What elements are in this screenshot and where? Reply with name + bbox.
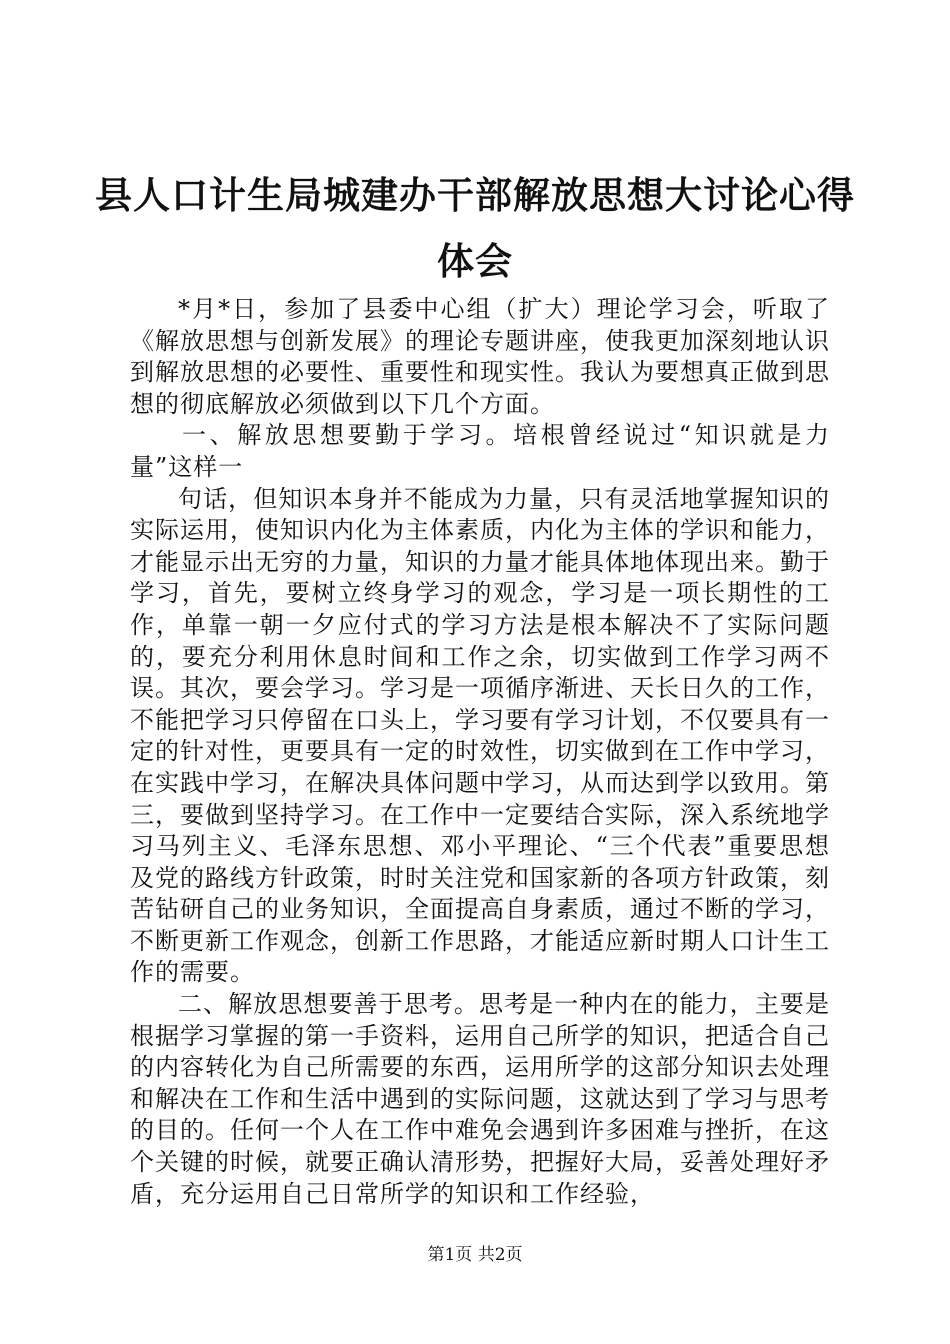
document-body (130, 294, 830, 1210)
paragraph-section-one-body: 句话，但知识本身并不能成为力量，只有灵活地掌握知识的实际运用，使知识内化为主体素质，内化为主体的学识和能力，才能显示出无穷的力量，知识的力量才能具体地体现出来。勤于学习，首先，要树立终身学习的观念，学习是一项长期性的工作，单靠一朝一夕应付式的学习方法是根本解决不了实际问题的，要充分利用休息时间和工作之余，切实做到工作学习两不误。其次，要会学习。学习是一项循序渐进、天长日久的工作，不能把学习只停留在口头上，学习要有学习计划，不仅要具有一定的针对性，更要具有一定的时效性，切实做到在工作中学习，在实践中学习，在解决具体问题中学习，从而达到学以致用。第三，要做到坚持学习。在工作中一定要结合实际，深入系统地学习马列主义、毛泽东思想、邓小平理论、“三个代表”重要思想及党的路线方针政策，时时关注党和国家新的各项方针政策，刻苦钻研自己的业务知识，全面提高自身素质，通过不断的学习，不断更新工作观念，创新工作思路，才能适应新时期人口计生工作的需要。 (130, 484, 830, 987)
page-number-footer: 第1页 共2页 (427, 1245, 523, 1265)
paragraph-section-one-heading: 一、解放思想要勤于学习。培根曾经说过“知识就是力量”这样一 (130, 421, 830, 481)
document-title: 县人口计生局城建办干部解放思想大讨论心得体会 (95, 173, 855, 283)
paragraph-section-two: 二、解放思想要善于思考。思考是一种内在的能力，主要是根据学习掌握的第一手资料，运用自己所学的知识，把适合自己的内容转化为自己所需要的东西，运用所学的这部分知识去处理和解决在工作和生活中遇到的实际问题，这就达到了学习与思考的目的。任何一个人在工作中难免会遇到许多困难与挫折，在这个关键的时候，就要正确认清形势，把握好大局，妥善处理好矛盾，充分运用自己日常所学的知识和工作经验， (130, 990, 830, 1208)
paragraph-intro: *月*日，参加了县委中心组（扩大）理论学习会，听取了《解放思想与创新发展》的理论专题讲座，使我更加深刻地认识到解放思想的必要性、重要性和现实性。我认为要想真正做到思想的彻底解放必须做到以下几个方面。 (130, 295, 830, 418)
